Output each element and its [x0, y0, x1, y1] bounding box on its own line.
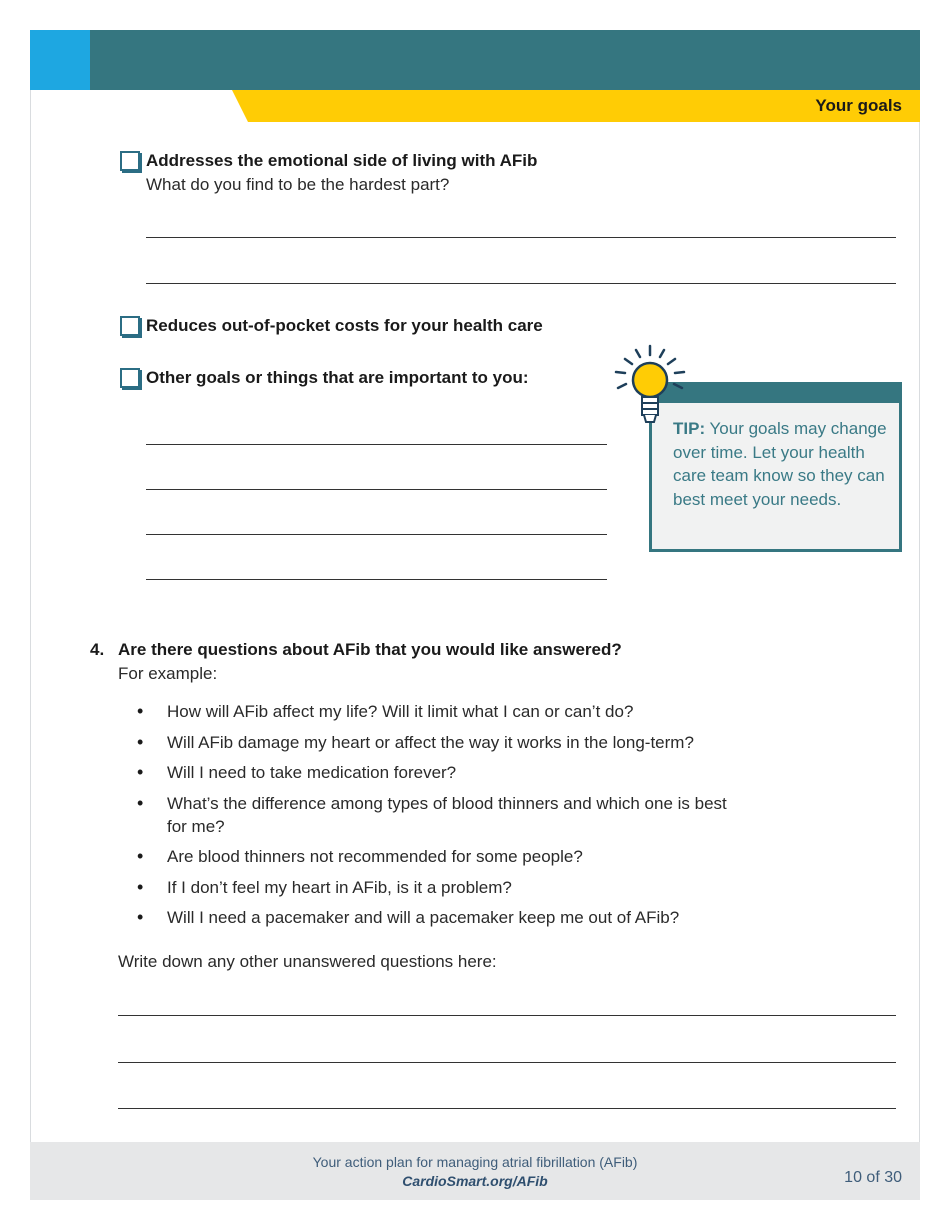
list-item: • Are blood thinners not recommended for some people? — [137, 845, 787, 868]
write-prompt: Write down any other unanswered questions here: — [118, 952, 497, 971]
answer-line[interactable] — [118, 1108, 896, 1109]
list-item: • How will AFib affect my life? Will it limit what I can or can’t do? — [137, 700, 787, 723]
list-item: • Will I need a pacemaker and will a pacemaker keep me out of AFib? — [137, 906, 787, 929]
list-item: • Will AFib damage my heart or affect the way it works in the long-term? — [137, 731, 787, 754]
checkbox-costs[interactable] — [120, 316, 140, 336]
list-item: • Will I need to take medication forever? — [137, 761, 787, 784]
tip-body: Your goals may change over time. Let your health care team know so they can best meet your needs. — [673, 419, 887, 509]
question-text: Are there questions about AFib that you would like answered? — [118, 640, 622, 659]
answer-line[interactable] — [146, 444, 607, 445]
goal-other[interactable] — [120, 367, 529, 389]
checkbox-other[interactable] — [120, 368, 140, 388]
goal-emotional-prompt: What do you find to be the hardest part? — [146, 175, 450, 194]
goal-emotional-label: Addresses the emotional side of living with AFib — [146, 151, 538, 170]
footer-url: CardioSmart.org/AFib — [402, 1173, 548, 1189]
page-frame — [30, 30, 920, 1200]
goal-costs[interactable] — [120, 315, 543, 337]
answer-line[interactable] — [146, 534, 607, 535]
section-title: Your goals — [815, 96, 902, 115]
goal-other-label: Other goals or things that are important to you: — [146, 368, 529, 387]
page-number: 10 of 30 — [844, 1169, 902, 1186]
list-item: • What’s the difference among types of blood thinners and which one is best for me? — [137, 792, 787, 838]
answer-line[interactable] — [146, 579, 607, 580]
lightbulb-icon — [612, 344, 688, 430]
checkbox-emotional[interactable] — [120, 151, 140, 171]
answer-line[interactable] — [118, 1062, 896, 1063]
tip-box-bar — [652, 385, 899, 403]
footer — [30, 1142, 920, 1200]
header-teal-bar — [90, 30, 920, 90]
goal-costs-label: Reduces out-of-pocket costs for your health care — [146, 316, 543, 335]
answer-line[interactable] — [146, 237, 896, 238]
question-number: 4. — [90, 640, 105, 659]
tip-label: TIP: — [673, 419, 706, 438]
question-intro: For example: — [118, 664, 218, 683]
answer-line[interactable] — [146, 283, 896, 284]
example-questions-list — [137, 700, 787, 937]
goal-emotional[interactable] — [120, 150, 537, 172]
list-item: • If I don’t feel my heart in AFib, is it a problem? — [137, 876, 787, 899]
footer-title: Your action plan for managing atrial fibrillation (AFib) — [312, 1154, 638, 1170]
answer-line[interactable] — [146, 489, 607, 490]
header-blue-block — [30, 30, 90, 90]
tip-text — [673, 417, 888, 511]
answer-line[interactable] — [118, 1015, 896, 1016]
